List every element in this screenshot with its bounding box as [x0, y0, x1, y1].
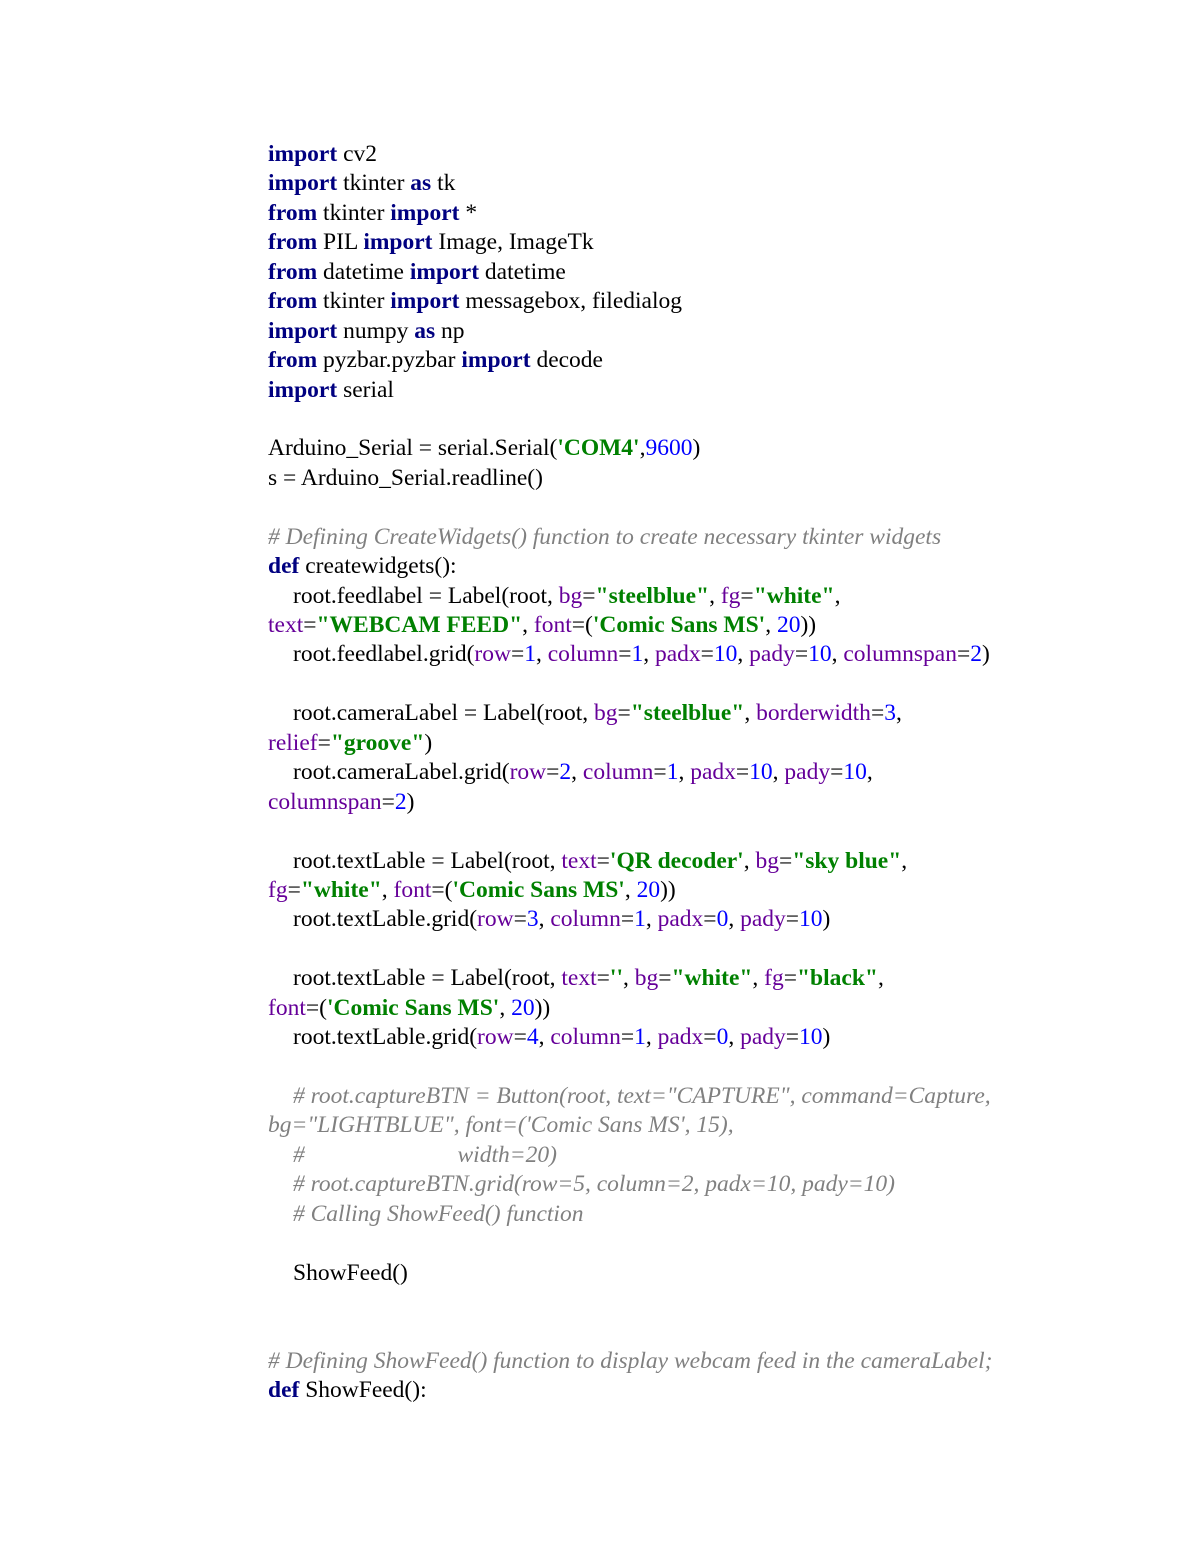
code-line	[268, 1111, 1148, 1140]
keyword: from	[268, 288, 318, 315]
number-literal: 10	[799, 906, 823, 933]
code-text: ,	[834, 582, 841, 609]
string-literal: 'COM4'	[557, 435, 640, 462]
code-line	[268, 640, 1148, 669]
keyword: from	[268, 347, 318, 374]
keyword: import	[390, 199, 460, 226]
code-text: =	[703, 906, 717, 933]
code-text: root.feedlabel = Label(root,	[293, 582, 559, 609]
string-literal: "white"	[300, 876, 382, 903]
number-literal: 9600	[645, 435, 693, 462]
code-line	[268, 847, 1148, 876]
string-literal: "white"	[671, 965, 753, 992]
code-line	[268, 611, 1148, 640]
keyword-argument: text	[561, 965, 597, 992]
code-listing	[268, 140, 1148, 1406]
code-text: =	[956, 641, 971, 668]
code-text: serial	[337, 376, 394, 403]
code-text: ,	[709, 582, 721, 609]
keyword: import	[268, 170, 338, 197]
keyword: import	[268, 141, 338, 167]
keyword-argument: pady	[740, 1024, 786, 1051]
number-literal: 1	[524, 641, 536, 668]
keyword-argument: font	[533, 612, 572, 638]
code-text: =	[735, 759, 750, 786]
string-literal: 'Comic Sans MS'	[326, 994, 500, 1021]
keyword-argument: bg	[558, 582, 583, 609]
keyword-argument: text	[268, 612, 304, 638]
keyword-argument: row	[477, 1024, 514, 1051]
code-text: =	[620, 906, 635, 933]
code-text: )	[822, 1024, 831, 1051]
blank-line	[268, 1229, 1148, 1258]
keyword-argument: column	[582, 759, 654, 786]
code-text: ,	[645, 1024, 658, 1051]
code-text: root.textLable = Label(root,	[293, 847, 562, 874]
keyword: import	[268, 317, 338, 344]
number-literal: 10	[843, 759, 867, 786]
code-text: root.textLable = Label(root,	[293, 965, 562, 992]
code-text: datetime	[479, 258, 566, 285]
string-literal: "black"	[797, 965, 878, 992]
code-text: ,	[765, 612, 777, 638]
code-text: =	[617, 700, 631, 727]
code-line	[268, 699, 1148, 728]
keyword-argument: row	[474, 641, 511, 668]
code-text: s = Arduino_Serial.readline()	[268, 464, 543, 491]
code-line	[268, 346, 1148, 375]
code-line	[268, 523, 1148, 552]
keyword-argument: column	[550, 906, 621, 933]
blank-line	[268, 1053, 1148, 1082]
code-text: =	[870, 700, 885, 727]
code-text: tkinter	[317, 199, 391, 226]
code-text: )	[692, 435, 701, 462]
blank-line	[268, 817, 1148, 846]
blank-line	[268, 670, 1148, 699]
keyword-argument: font	[268, 994, 306, 1021]
code-text: tk	[431, 170, 456, 197]
code-text: ,	[901, 847, 908, 874]
keyword-argument: pady	[784, 759, 831, 786]
blank-line	[268, 493, 1148, 522]
code-text: ,	[535, 641, 548, 668]
keyword: import	[461, 347, 531, 374]
code-text: ))	[660, 876, 676, 903]
code-text: =	[513, 1024, 527, 1051]
code-text: =	[618, 641, 632, 668]
code-line	[268, 994, 1148, 1023]
number-literal: 2	[970, 641, 982, 668]
number-literal: 2	[394, 788, 407, 815]
keyword: import	[390, 288, 460, 315]
code-text: =(	[305, 994, 327, 1021]
code-text: ,	[831, 641, 844, 668]
code-line	[268, 876, 1148, 905]
code-text: ,	[737, 641, 750, 668]
code-line	[268, 729, 1148, 758]
code-text: =(	[571, 612, 593, 638]
code-text: =	[740, 582, 754, 609]
code-text: ,	[772, 759, 785, 786]
number-literal: 20	[776, 612, 801, 638]
code-text: pyzbar.pyzbar	[317, 347, 462, 374]
number-literal: 1	[666, 759, 679, 786]
code-text: ,	[622, 965, 635, 992]
code-text: =	[596, 847, 610, 874]
string-literal: "groove"	[330, 729, 425, 756]
code-text: =	[785, 906, 800, 933]
code-text: ,	[877, 965, 884, 992]
keyword: as	[410, 170, 432, 197]
keyword: from	[268, 199, 318, 226]
code-text: decode	[530, 347, 603, 374]
keyword-argument: column	[550, 1024, 621, 1051]
keyword: as	[414, 317, 436, 344]
code-line	[268, 464, 1148, 493]
code-text: =	[510, 641, 525, 668]
string-literal: "white"	[753, 582, 835, 609]
keyword: from	[268, 229, 318, 256]
keyword: def	[268, 553, 300, 580]
code-text: =	[381, 788, 395, 815]
comment: bg="LIGHTBLUE", font=('Comic Sans MS', 15),	[268, 1112, 734, 1139]
code-text: ,	[728, 906, 741, 933]
comment: # Calling ShowFeed() function	[293, 1200, 584, 1227]
number-literal: 20	[636, 876, 661, 903]
comment: # Defining CreateWidgets() function to create necessary tkinter widgets	[268, 523, 942, 550]
keyword-argument: row	[509, 759, 547, 786]
keyword-argument: bg	[593, 700, 618, 727]
code-text: ,	[538, 1024, 551, 1051]
code-text: =	[620, 1024, 635, 1051]
code-text: ,	[571, 759, 583, 786]
keyword-argument: pady	[740, 906, 786, 933]
code-text: root.cameraLabel.grid(	[293, 759, 510, 786]
keyword-argument: padx	[690, 759, 736, 786]
code-text: ,	[895, 700, 902, 727]
code-line	[268, 140, 1148, 169]
code-text: cv2	[337, 141, 377, 167]
code-line	[268, 758, 1148, 787]
code-text: ,	[728, 1024, 741, 1051]
code-text: np	[435, 317, 465, 344]
code-text: =	[658, 965, 672, 992]
code-text: ,	[381, 876, 394, 903]
code-text: ,	[678, 759, 691, 786]
code-text: =	[513, 906, 527, 933]
code-line	[268, 905, 1148, 934]
code-text: Image, ImageTk	[432, 229, 594, 256]
blank-line	[268, 935, 1148, 964]
code-text: ,	[743, 847, 756, 874]
code-text: ,	[645, 906, 658, 933]
number-literal: 0	[716, 906, 729, 933]
number-literal: 3	[526, 906, 539, 933]
keyword-argument: bg	[755, 847, 779, 874]
keyword-argument: columnspan	[268, 788, 382, 815]
code-text: ))	[800, 612, 817, 638]
keyword-argument: padx	[657, 1024, 704, 1051]
code-text: =	[303, 612, 317, 638]
number-literal: 1	[634, 906, 646, 933]
code-line	[268, 1082, 1148, 1111]
code-text: )	[822, 906, 831, 933]
blank-line	[268, 1318, 1148, 1347]
keyword: from	[268, 258, 318, 285]
code-text: ,	[744, 700, 757, 727]
number-literal: 10	[749, 759, 773, 786]
code-line	[268, 1141, 1148, 1170]
code-line	[268, 1023, 1148, 1052]
code-text: =	[582, 582, 596, 609]
code-text: ,	[499, 994, 512, 1021]
code-text: numpy	[337, 317, 415, 344]
code-line	[268, 376, 1148, 405]
code-text: root.cameraLabel = Label(root,	[293, 700, 594, 727]
blank-line	[268, 405, 1148, 434]
string-literal: "sky blue"	[792, 847, 902, 874]
keyword: import	[363, 229, 433, 256]
number-literal: 10	[713, 641, 738, 668]
code-text: root.textLable.grid(	[293, 1024, 478, 1051]
blank-line	[268, 1288, 1148, 1317]
code-line	[268, 258, 1148, 287]
keyword-argument: relief	[268, 729, 318, 756]
keyword: import	[409, 258, 480, 285]
string-literal: "steelblue"	[630, 700, 745, 727]
number-literal: 10	[799, 1024, 823, 1051]
number-literal: 3	[884, 700, 896, 727]
code-text: ,	[643, 641, 655, 668]
number-literal: 20	[511, 994, 535, 1021]
code-text: =	[653, 759, 667, 786]
code-line	[268, 1200, 1148, 1229]
code-text: Arduino_Serial = serial.Serial(	[268, 435, 558, 462]
code-line	[268, 199, 1148, 228]
keyword-argument: pady	[749, 641, 795, 668]
number-literal: 4	[526, 1024, 539, 1051]
number-literal: 1	[631, 641, 644, 668]
code-text: =	[287, 876, 301, 903]
keyword-argument: fg	[720, 582, 741, 609]
string-literal: ''	[609, 965, 623, 992]
code-line	[268, 317, 1148, 346]
code-text: tkinter	[317, 288, 391, 315]
code-text: =	[596, 965, 610, 992]
number-literal: 10	[808, 641, 832, 668]
code-line	[268, 228, 1148, 257]
code-text: =	[703, 1024, 717, 1051]
string-literal: 'QR decoder'	[609, 847, 744, 874]
code-text: )	[981, 641, 990, 668]
string-literal: "steelblue"	[595, 582, 710, 609]
code-line	[268, 788, 1148, 817]
keyword-argument: fg	[764, 965, 784, 992]
code-text: ,	[538, 906, 551, 933]
code-line	[268, 964, 1148, 993]
code-text: )	[406, 788, 415, 815]
comment: # Defining ShowFeed() function to display webcam feed in the cameraLabel;	[268, 1347, 993, 1374]
keyword-argument: padx	[654, 641, 701, 668]
code-text: root.textLable.grid(	[293, 906, 478, 933]
code-text: tkinter	[337, 170, 411, 197]
code-text: ,	[639, 435, 646, 462]
comment: # root.captureBTN = Button(root, text="CAPTURE", command=Capture,	[293, 1083, 991, 1109]
code-line	[268, 1376, 1148, 1405]
code-text: createwidgets():	[299, 553, 457, 580]
code-text: =	[783, 965, 798, 992]
code-text: *	[459, 199, 478, 226]
string-literal: 'Comic Sans MS'	[452, 876, 625, 903]
string-literal: 'Comic Sans MS'	[592, 612, 766, 638]
code-line	[268, 434, 1148, 463]
code-text: =	[546, 759, 560, 786]
code-line	[268, 1259, 1148, 1288]
code-line	[268, 1347, 1148, 1376]
code-text: )	[424, 729, 433, 756]
keyword-argument: font	[393, 876, 432, 903]
code-line	[268, 1170, 1148, 1199]
code-text: =	[778, 847, 793, 874]
code-text: ,	[624, 876, 637, 903]
keyword-argument: column	[547, 641, 619, 668]
code-text: =	[700, 641, 714, 668]
code-text: ))	[534, 994, 551, 1021]
string-literal: "WEBCAM FEED"	[316, 612, 523, 638]
comment: # width=20)	[293, 1141, 557, 1168]
code-line	[268, 582, 1148, 611]
keyword-argument: bg	[634, 965, 659, 992]
keyword-argument: padx	[657, 906, 704, 933]
keyword: import	[268, 376, 338, 403]
code-text: ShowFeed():	[299, 1377, 427, 1404]
keyword-argument: fg	[268, 876, 288, 903]
code-text: datetime	[317, 258, 410, 285]
keyword: def	[268, 1377, 300, 1404]
code-text: =	[830, 759, 844, 786]
keyword-argument: text	[561, 847, 597, 874]
code-text: PIL	[317, 229, 364, 256]
code-line	[268, 552, 1148, 581]
keyword-argument: row	[477, 906, 514, 933]
code-text: =	[785, 1024, 800, 1051]
code-text: =(	[431, 876, 453, 903]
code-text: ,	[866, 759, 873, 786]
comment: # root.captureBTN.grid(row=5, column=2, padx=10, pady=10)	[293, 1171, 895, 1198]
number-literal: 0	[716, 1024, 729, 1051]
code-line	[268, 169, 1148, 198]
keyword-argument: borderwidth	[756, 700, 871, 727]
keyword-argument: columnspan	[843, 641, 957, 668]
code-text: root.feedlabel.grid(	[293, 641, 475, 668]
code-text: messagebox, filedialog	[459, 288, 682, 315]
number-literal: 2	[559, 759, 572, 786]
code-line	[268, 287, 1148, 316]
code-text: ShowFeed()	[293, 1259, 408, 1286]
code-text: ,	[752, 965, 765, 992]
number-literal: 1	[634, 1024, 646, 1051]
code-text: =	[317, 729, 331, 756]
code-text: ,	[522, 612, 534, 638]
code-text: =	[794, 641, 809, 668]
